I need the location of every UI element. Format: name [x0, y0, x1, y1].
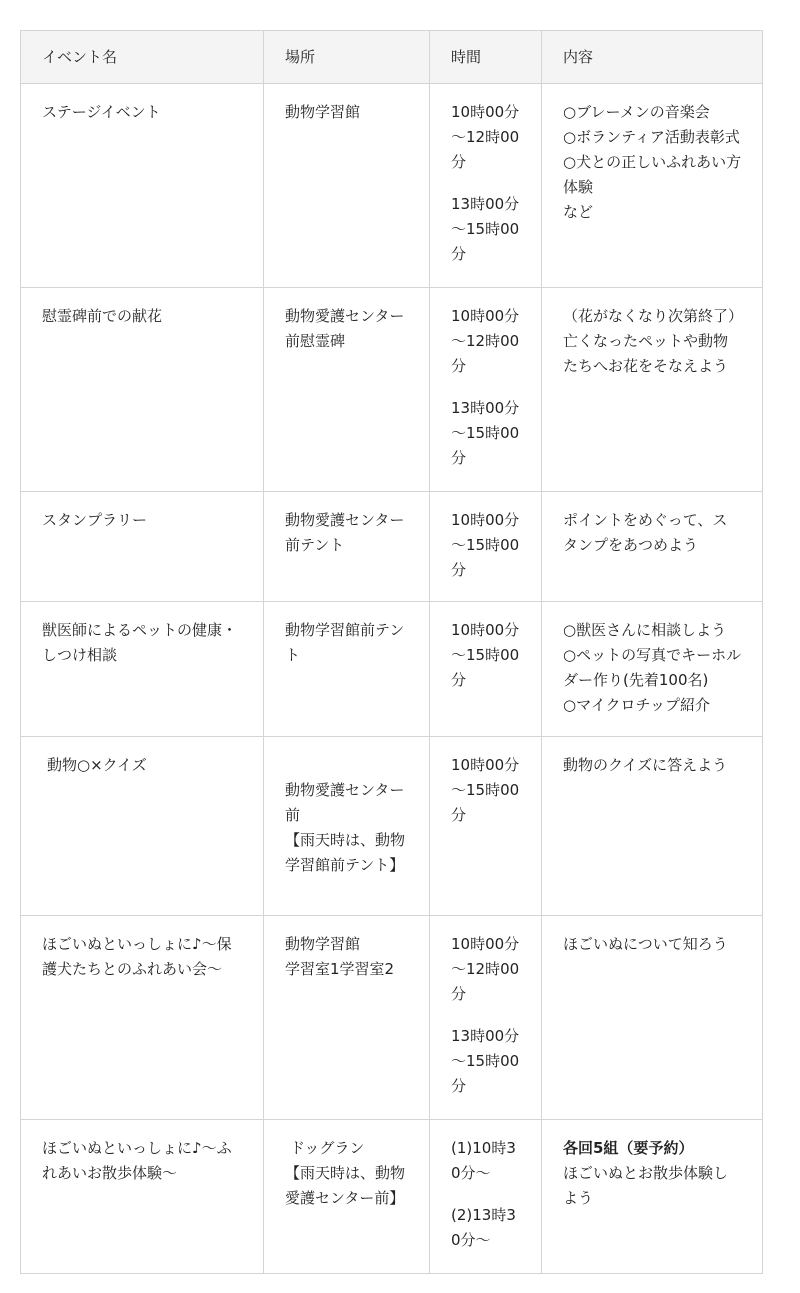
place-line: 学習室1学習室2 — [285, 960, 395, 978]
time-cell — [430, 737, 542, 916]
content-line: ○マイクロチップ紹介 — [563, 696, 711, 714]
content-cell — [542, 737, 763, 916]
table-row — [21, 602, 763, 737]
header-row — [21, 31, 763, 84]
time-slot: (1)10時30分～ — [451, 1139, 516, 1182]
content-line: 動物のクイズに答えよう — [563, 756, 728, 774]
content-line: など — [563, 203, 594, 221]
content-line: ほごいぬについて知ろう — [563, 935, 728, 953]
content-line: ほごいぬとお散歩体験しよう — [563, 1164, 729, 1207]
time-slot: 10時00分～12時00分 — [451, 103, 520, 171]
content-cell — [542, 602, 763, 737]
time-slot: 13時00分～15時00分 — [451, 399, 520, 467]
place-line: ドッグラン — [290, 1139, 365, 1157]
place-cell: 動物愛護センター前慰霊碑 — [264, 288, 430, 492]
event-name-cell: スタンプラリー — [21, 492, 264, 602]
time-slot: (2)13時30分～ — [451, 1206, 516, 1249]
table-row — [21, 916, 763, 1120]
place-cell: 動物学習館 — [264, 84, 430, 288]
place-cell: 動物学習館前テント — [264, 602, 430, 737]
content-line: ○ブレーメンの音楽会 — [563, 103, 710, 121]
content-line: ポイントをめぐって、スタンプをあつめよう — [563, 511, 728, 554]
header-place: 場所 — [264, 31, 430, 84]
time-slot: 10時00分～12時00分 — [451, 935, 520, 1003]
place-line: 動物愛護センター前 — [285, 781, 405, 824]
table-row — [21, 1120, 763, 1274]
time-cell — [430, 84, 542, 288]
time-slot: 13時00分～15時00分 — [451, 195, 520, 263]
time-slot: 10時00分～15時00分 — [451, 621, 520, 689]
place-cell: 動物愛護センター前テント — [264, 492, 430, 602]
place-line: 動物学習館 — [285, 935, 361, 953]
time-cell — [430, 916, 542, 1120]
content-line: ○獣医さんに相談しよう — [563, 621, 727, 639]
content-line: ○ボランティア活動表彰式 — [563, 128, 740, 146]
place-cell — [264, 737, 430, 916]
table-row — [21, 288, 763, 492]
event-name-cell: 慰霊碑前での献花 — [21, 288, 264, 492]
content-line: 亡くなったペットや動物たちへお花をそなえよう — [563, 332, 729, 375]
time-cell — [430, 288, 542, 492]
time-slot: 10時00分～12時00分 — [451, 307, 520, 375]
table-row — [21, 737, 763, 916]
content-line: （花がなくなり次第終了） — [563, 307, 744, 325]
event-name-cell: ほごいぬといっしょに♪～保護犬たちとのふれあい会～ — [21, 916, 264, 1120]
event-name-cell: 獣医師によるペットの健康・しつけ相談 — [21, 602, 264, 737]
place-cell — [264, 916, 430, 1120]
content-cell — [542, 492, 763, 602]
content-cell — [542, 84, 763, 288]
spacer — [451, 1007, 521, 1024]
table-row — [21, 492, 763, 602]
content-line: ○ペットの写真でキーホルダー作り(先着100名) — [563, 646, 742, 689]
event-name-cell: ほごいぬといっしょに♪～ふれあいお散歩体験～ — [21, 1120, 264, 1274]
time-cell — [430, 1120, 542, 1274]
event-name-cell: ステージイベント — [21, 84, 264, 288]
header-event-name: イベント名 — [21, 31, 264, 84]
event-name-text: 動物○×クイズ — [47, 756, 147, 774]
header-time: 時間 — [430, 31, 542, 84]
spacer — [451, 175, 521, 192]
place-line: 【雨天時は、動物学習館前テント】 — [285, 831, 406, 874]
time-slot: 13時00分～15時00分 — [451, 1027, 520, 1095]
time-cell — [430, 602, 542, 737]
event-name-cell — [21, 737, 264, 916]
place-line: 【雨天時は、動物愛護センター前】 — [285, 1164, 406, 1207]
content-cell — [542, 916, 763, 1120]
time-slot: 10時00分～15時00分 — [451, 756, 520, 824]
time-slot: 10時00分～15時00分 — [451, 511, 520, 579]
place-cell — [264, 1120, 430, 1274]
header-content: 内容 — [542, 31, 763, 84]
spacer — [451, 1186, 521, 1203]
content-line: ○犬との正しいふれあい方体験 — [563, 153, 742, 196]
time-cell — [430, 492, 542, 602]
reservation-note: 各回5組（要予約） — [563, 1139, 694, 1157]
table-row — [21, 84, 763, 288]
content-cell — [542, 1120, 763, 1274]
place-spacer — [285, 753, 409, 778]
events-table — [20, 30, 763, 1274]
spacer — [451, 379, 521, 396]
content-cell — [542, 288, 763, 492]
